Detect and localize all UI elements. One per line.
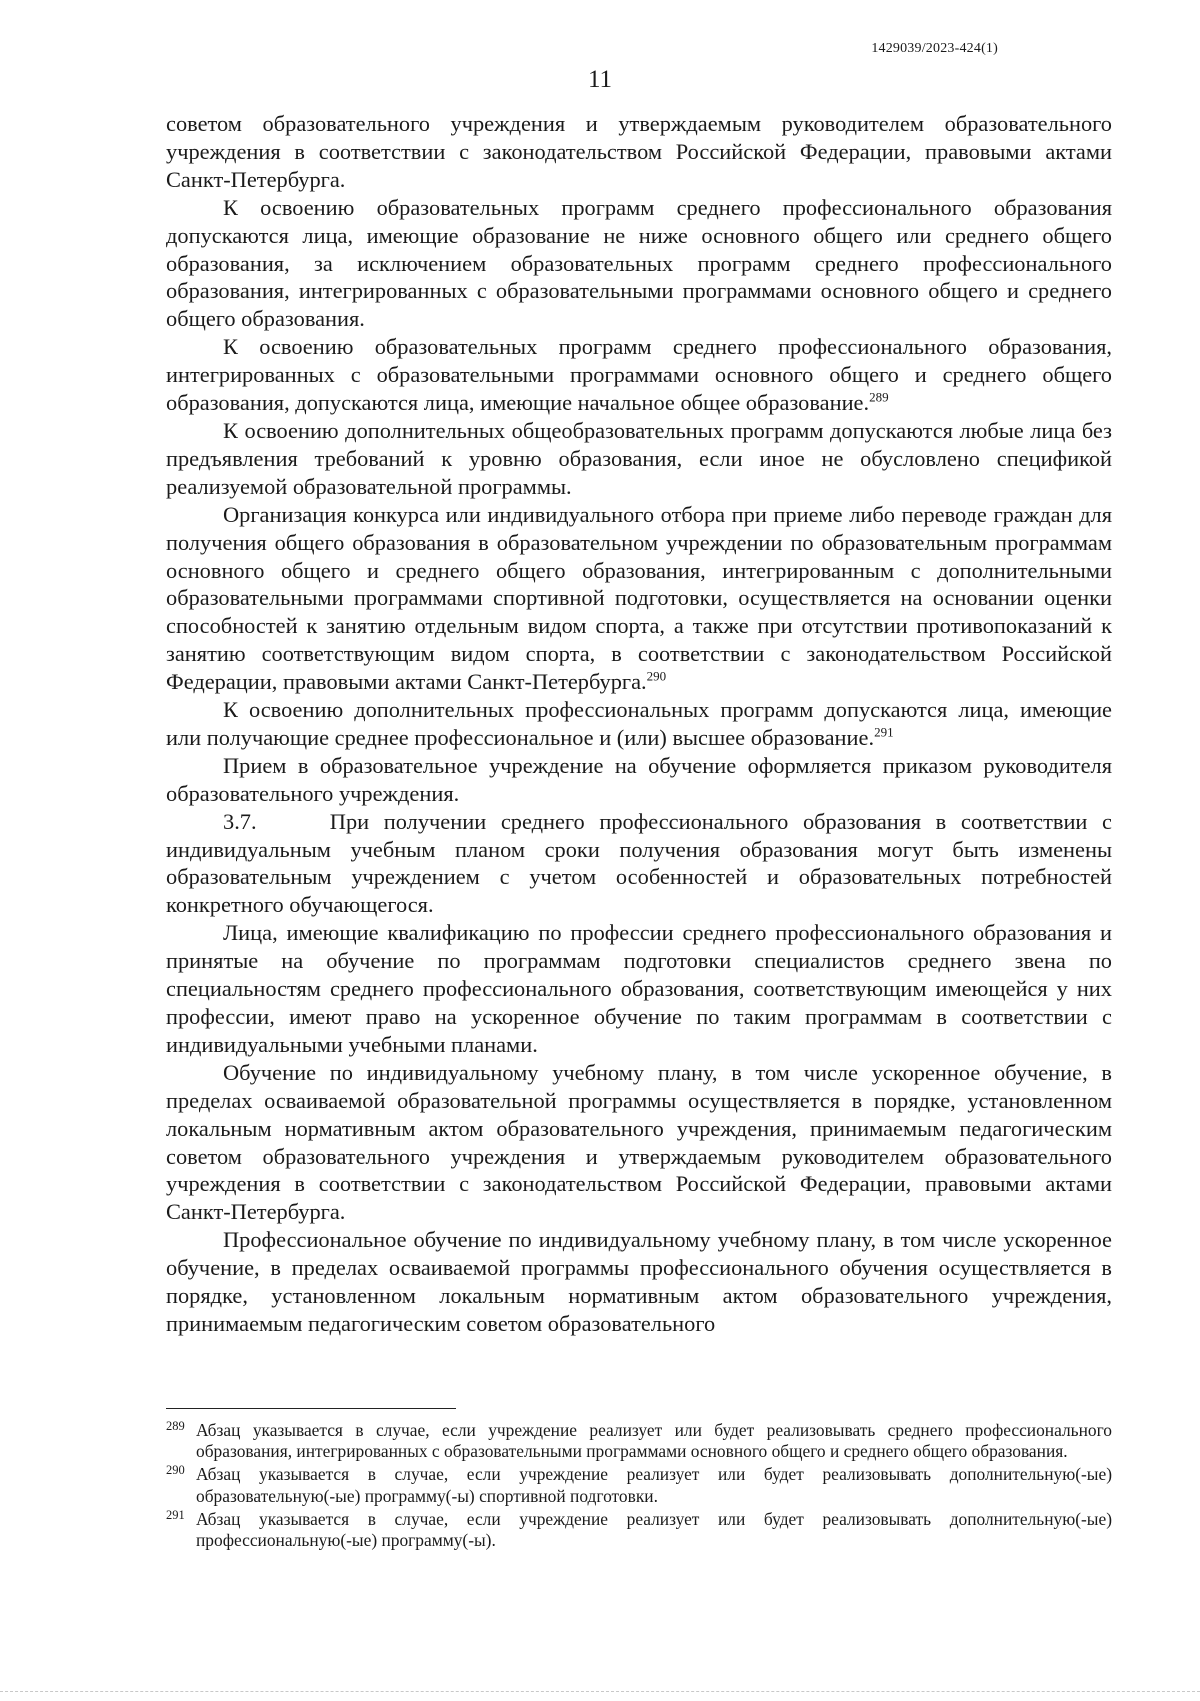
paragraph-3 bbox=[166, 333, 1112, 417]
footnote-number: 290 bbox=[166, 1463, 185, 1478]
paragraph-1 bbox=[166, 110, 1112, 194]
paragraph-9 bbox=[166, 919, 1112, 1059]
paragraph-4 bbox=[166, 417, 1112, 501]
paragraph-7 bbox=[166, 752, 1112, 808]
footnote-290 bbox=[166, 1464, 1112, 1506]
footnote-number: 291 bbox=[166, 1507, 185, 1522]
footnote-ref-290[interactable]: 290 bbox=[646, 668, 667, 684]
paragraph-5-text: Организация конкурса или индивидуального отбора при приеме либо переводе граждан для получения общего образования в образовательном учреждении по образовательным программам основного общего и среднего общего образования, интегрированным с дополнительными образовательными программами спортивной подготовки, осуществляется на основании оценки способностей к занятию отдельным видом спорта, а также при отсутствии противопоказаний к занятию соответствующим видом спорта, в соответствии с законодательством Российской Федерации, правовыми актами Санкт-Петербурга. bbox=[166, 501, 1112, 695]
footnote-text: Абзац указывается в случае, если учреждение реализует или будет реализовывать дополнительную(-ые) профессиональную(-ые) программу(-ы). bbox=[196, 1508, 1112, 1551]
paragraph-6 bbox=[166, 696, 1112, 752]
paragraph-2 bbox=[166, 194, 1112, 334]
scan-edge-artifact bbox=[0, 1691, 1200, 1694]
paragraph-2-text: К освоению образовательных программ среднего профессионального образования допускаются лица, имеющие образование не ниже основного общего или среднего общего образования, за исключением образовательных программ среднего профессионального образования, интегрированных с образовательными программами основного общего и среднего общего образования. bbox=[166, 194, 1112, 332]
footnote-289 bbox=[166, 1420, 1112, 1462]
document-body bbox=[166, 110, 1112, 1338]
page-number: 11 bbox=[587, 66, 613, 93]
footnotes bbox=[166, 1420, 1112, 1553]
footnote-divider bbox=[166, 1408, 456, 1409]
paragraph-11 bbox=[166, 1226, 1112, 1338]
footnote-291 bbox=[166, 1509, 1112, 1551]
footnote-ref-289[interactable]: 289 bbox=[869, 389, 889, 405]
footnote-text: Абзац указывается в случае, если учреждение реализует или будет реализовывать среднего профессионального образования, интегрированных с образовательными программами основного общего и среднего общего образования. bbox=[196, 1420, 1112, 1462]
paragraph-4-text: К освоению дополнительных общеобразовательных программ допускаются любые лица без предъявления требований к уровню образования, если иное не обусловлено спецификой реализуемой образовательной программы. bbox=[166, 417, 1112, 499]
document-registration-number: 1429039/2023-424(1) bbox=[871, 41, 998, 56]
paragraph-1-text: советом образовательного учреждения и утверждаемым руководителем образовательного учреждения в соответствии с законодательством Российской Федерации, правовыми актами Санкт-Петербурга. bbox=[166, 111, 1112, 192]
paragraph-9-text: Лица, имеющие квалификацию по профессии среднего профессионального образования и принятые на обучение по программам подготовки специалистов среднего звена по специальностям среднего профессионального образования, соответствующим имеющейся у них профессии, имеют право на ускоренное обучение по таким программам в соответствии с индивидуальными учебными планами. bbox=[166, 920, 1112, 1057]
paragraph-11-text: Профессиональное обучение по индивидуальному учебному плану, в том числе ускоренное обучение, в пределах осваиваемой программы профессионального обучения осуществляется в порядке, установленном локальным нормативным актом образовательного учреждения, принимаемым педагогическим советом образовательного bbox=[166, 1227, 1112, 1336]
paragraph-10-text: Обучение по индивидуальному учебному плану, в том числе ускоренное обучение, в пределах осваиваемой образовательной программы осуществляется в порядке, установленном локальным нормативным актом образовательного учреждения, принимаемым педагогическим советом образовательного учреждения и утверждаемым руководителем образовательного учреждения в соответствии с законодательством Российской Федерации, правовыми актами Санкт-Петербурга. bbox=[166, 1059, 1112, 1225]
paragraph-7-text: Прием в образовательное учреждение на обучение оформляется приказом руководителя образовательного учреждения. bbox=[166, 752, 1112, 806]
paragraph-3-text: К освоению образовательных программ среднего профессионального образования, интегрированных с образовательными программами основного общего и среднего общего образования, допускаются лица, имеющие начальное общее образование. bbox=[166, 334, 1112, 416]
paragraph-5 bbox=[166, 501, 1112, 696]
paragraph-6-text: К освоению дополнительных профессиональных программ допускаются лица, имеющие или получающие среднее профессиональное и (или) высшее образование. bbox=[166, 697, 1112, 750]
footnote-text: Абзац указывается в случае, если учреждение реализует или будет реализовывать дополнительную(-ые) образовательную(-ые) программу(-ы) спортивной подготовки. bbox=[196, 1464, 1112, 1506]
footnote-number: 289 bbox=[166, 1419, 185, 1433]
paragraph-8 bbox=[166, 808, 1112, 920]
paragraph-10 bbox=[166, 1059, 1112, 1226]
paragraph-8-text: 3.7. При получении среднего профессионального образования в соответствии с индивидуальным учебным планом сроки получения образования могут быть изменены образовательным учреждением с учетом особенностей и образовательных потребностей конкретного обучающегося. bbox=[166, 808, 1112, 918]
footnote-ref-291[interactable]: 291 bbox=[874, 724, 894, 740]
